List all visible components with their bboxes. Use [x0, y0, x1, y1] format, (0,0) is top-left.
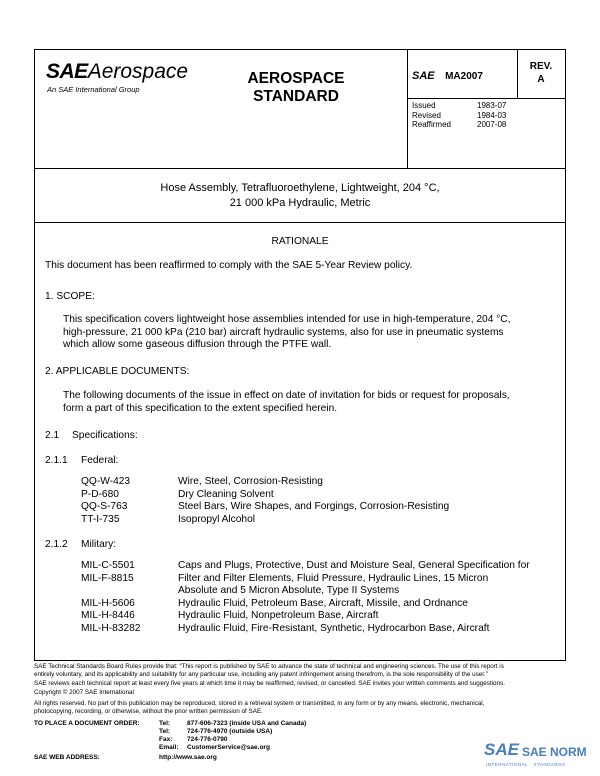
email-label: Email:: [159, 744, 179, 751]
standard-line2: STANDARD: [253, 88, 339, 105]
web-label: SAE WEB ADDRESS:: [34, 754, 100, 761]
doc-number: MA2007: [445, 71, 483, 82]
spec-desc: Absolute and 5 Micron Absolute, Type II Systems: [178, 585, 400, 596]
spec-code: MIL-C-5501: [81, 560, 135, 571]
footer-copyright: Copyright © 2007 SAE International: [34, 689, 134, 696]
fax-value: 724-776-0790: [187, 736, 228, 743]
spec-code: MIL-F-8815: [81, 572, 134, 584]
spec-desc: Steel Bars, Wire Shapes, and Forgings, Corrosion-Resisting: [178, 501, 450, 512]
spec-code: MIL-H-8446: [81, 610, 135, 621]
federal-descriptions: [178, 476, 449, 526]
spec-desc: Filter and Filter Elements, Fluid Pressure, Hydraulic Lines, 15 Micron: [178, 572, 489, 584]
history-labels: [412, 101, 451, 130]
fax-label: Fax:: [159, 736, 173, 743]
footer-legal: [34, 663, 505, 716]
spec-desc: Isopropyl Alcohol: [178, 513, 256, 525]
applicable-paragraph: [63, 390, 510, 415]
federal-heading: Federal:: [81, 455, 119, 466]
spec-code: QQ-S-763: [81, 501, 128, 512]
specs-number: 2.1: [45, 430, 60, 441]
footer-rights-line: photocopying, recording, or otherwise, without the prior written permission of SAE.: [34, 708, 263, 715]
federal-number: 2.1.1: [45, 455, 68, 466]
spec-desc: Hydraulic Fluid, Nonpetroleum Base, Aircraft: [178, 610, 379, 621]
spec-code: TT-I-735: [81, 513, 120, 525]
footer-rules-line: SAE Technical Standards Board Rules provide that: “This report is published by SAE to advance the state of technical and engineering sciences. The use of this report is: [34, 663, 504, 670]
military-descriptions: [178, 560, 530, 635]
spec-desc: Caps and Plugs, Protective, Dust and Moisture Seal, General Specification for: [178, 560, 530, 571]
spec-code: P-D-680: [81, 488, 119, 500]
title-line1: Hose Assembly, Tetrafluoroethylene, Lightweight, 204 °C,: [160, 182, 440, 194]
history-label: Revised: [412, 110, 441, 120]
email-link[interactable]: CustomerService@sae.org: [187, 744, 270, 751]
spec-code: [81, 585, 140, 598]
contact-labels: [159, 720, 179, 752]
footer-review: SAE reviews each technical report at least every five years at which time it may be reaffirmed, revised, or cancelled. SAE invites your written comments and suggestions.: [34, 680, 505, 687]
military-heading: Military:: [81, 539, 117, 550]
spec-code: QQ-W-423: [81, 476, 131, 487]
title-line2: 21 000 kPa Hydraulic, Metric: [229, 197, 371, 209]
tel2-value: 724-776-4970 (outside USA): [187, 728, 273, 735]
history-date: 1984-03: [477, 110, 507, 120]
contact-values: [187, 720, 306, 752]
web-link[interactable]: http://www.sae.org: [159, 754, 217, 761]
spec-desc: Wire, Steel, Corrosion-Resisting: [178, 476, 323, 487]
norm-sae-mark: SAE: [484, 740, 519, 759]
divider-title: [35, 222, 565, 223]
spec-desc: Hydraulic Fluid, Petroleum Base, Aircraft, Missile, and Ordnance: [178, 597, 468, 609]
divider-docno: [407, 50, 408, 168]
applicable-line: form a part of this specification to the extent specified herein.: [63, 402, 338, 414]
scope-line: which allow some gaseous diffusion through the PTFE wall.: [63, 339, 332, 350]
doc-org: SAE: [412, 70, 435, 82]
rev-label: REV.: [529, 61, 553, 72]
military-number: 2.1.2: [45, 539, 68, 550]
logo-sae-text: SAE: [46, 60, 88, 83]
sae-norm-logo: [484, 740, 519, 760]
divider-history: [407, 98, 565, 99]
rationale-text: This document has been reaffirmed to comply with the SAE 5-Year Review policy.: [45, 260, 413, 271]
tel-label: Tel:: [159, 720, 171, 727]
document-title: [34, 181, 566, 211]
standard-heading: [236, 70, 356, 106]
revision-block: [518, 60, 564, 86]
rationale-heading: RATIONALE: [271, 236, 329, 247]
rev-value: A: [537, 74, 545, 85]
spec-desc: Dry Cleaning Solvent: [178, 488, 274, 500]
applicable-heading: 2. APPLICABLE DOCUMENTS:: [45, 366, 190, 377]
history-dates: [477, 101, 506, 130]
norm-subtitle: INTERNATIONAL · STANDARDS: [486, 762, 566, 767]
scope-heading: 1. SCOPE:: [45, 291, 95, 302]
logo-aerospace-text: Aerospace: [87, 60, 189, 83]
history-label: Reaffirmed: [412, 120, 451, 129]
divider-header: [35, 168, 565, 169]
tel1-value: 877-606-7323 (inside USA and Canada): [187, 720, 307, 727]
scope-paragraph: [63, 314, 510, 352]
history-label: Issued: [412, 101, 436, 110]
scope-line: high-pressure, 21 000 kPa (210 bar) aircraft hydraulic systems, also for use in pneumatic systems: [63, 326, 504, 338]
footer-rights-line: All rights reserved. No part of this publication may be reproduced, stored in a retrieval system or transmitted, in any form or by any means, electronic, mechanical,: [34, 700, 485, 707]
logo-subtitle: An SAE International Group: [47, 85, 140, 94]
standard-line1: AEROSPACE: [247, 70, 345, 87]
history-date: 1983-07: [477, 101, 507, 110]
doc-number-block: [412, 66, 483, 84]
norm-text-wrap: [522, 743, 587, 761]
spec-desc: Hydraulic Fluid, Fire-Resistant, Synthetic, Hydrocarbon Base, Aircraft: [178, 622, 490, 634]
order-label: TO PLACE A DOCUMENT ORDER:: [34, 720, 140, 727]
history-date: 2007-08: [477, 120, 507, 129]
scope-line: This specification covers lightweight hose assemblies intended for use in high-temperature, 204 °C,: [63, 314, 511, 325]
sae-aerospace-logo: [46, 60, 188, 84]
federal-codes: [81, 476, 130, 526]
footer-rules-line: entirely voluntary, and its applicability and suitability for any particular use, including any patent infringement arising therefrom, is the sole responsibility of the user.”: [34, 671, 488, 678]
spec-code: MIL-H-5606: [81, 597, 135, 609]
specs-heading: Specifications:: [72, 430, 138, 441]
military-codes: [81, 560, 140, 635]
applicable-line: The following documents of the issue in effect on date of invitation for bids or request for proposals,: [63, 390, 510, 401]
tel2-label: Tel:: [159, 728, 171, 735]
spec-code: MIL-H-83282: [81, 622, 141, 634]
norm-text: SAE NORM: [522, 745, 587, 759]
